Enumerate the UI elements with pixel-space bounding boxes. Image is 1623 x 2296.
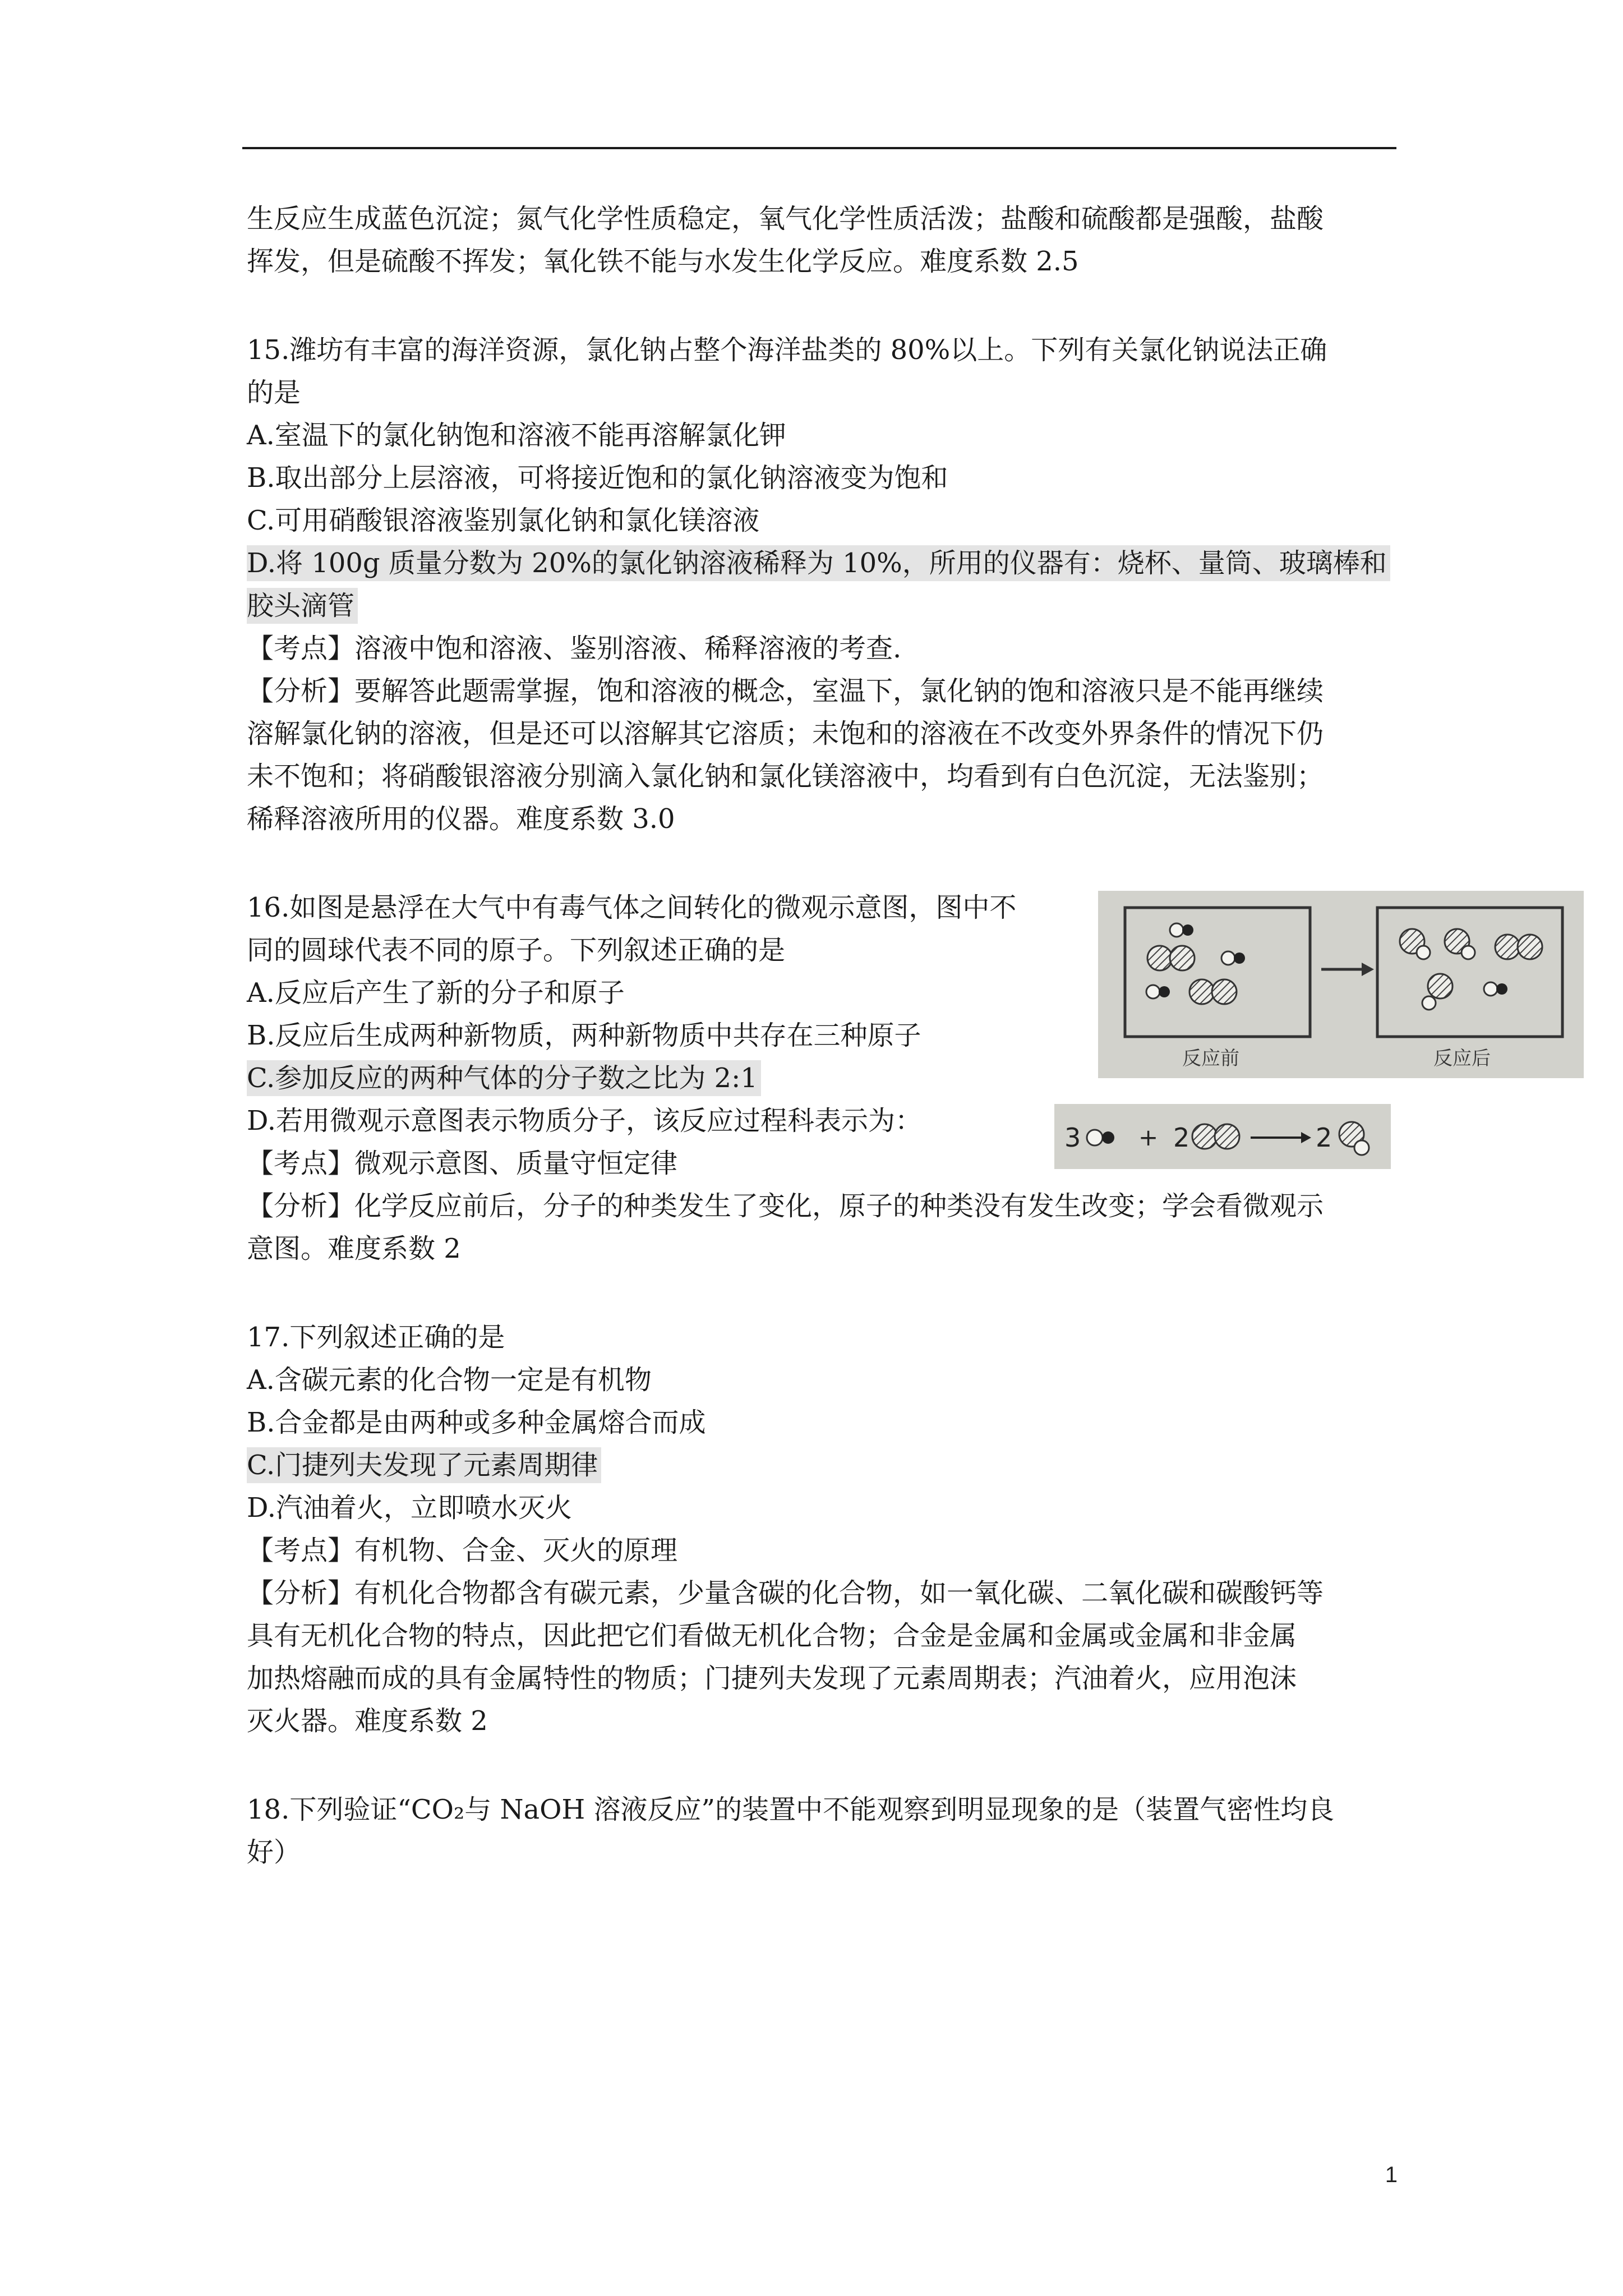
analysis-line: 【分析】要解答此题需掌握，饱和溶液的概念，室温下，氯化钠的饱和溶液只是不能再继续 [247,675,1324,707]
before-molecules [1146,923,1245,1004]
reaction-diagram-figure [1098,891,1584,1078]
question-17-stem: 17.下列叙述正确的是 [247,1322,505,1353]
question-16-stem: 16.如图是悬浮在大气中有毒气体之间转化的微观示意图，图中不 [247,892,1017,923]
analysis-line: 未不饱和；将硝酸银溶液分别滴入氯化钠和氯化镁溶液中，均看到有白色沉淀，无法鉴别； [247,761,1324,792]
after-box [1377,908,1562,1037]
kaodian-line: 【考点】有机物、合金、灭火的原理 [247,1535,678,1566]
option-c-highlighted: C.参加反应的两种气体的分子数之比为 2:1 [247,1060,761,1096]
option-a: A.室温下的氯化钠饱和溶液不能再溶解氯化钾 [247,420,786,451]
page-number: 1 [1385,2162,1398,2187]
text-line: 挥发，但是硫酸不挥发；氧化铁不能与水发生化学反应。难度系数 2.5 [247,246,1079,277]
analysis-line: 溶解氯化钠的溶液，但是还可以溶解其它溶质；未饱和的溶液在不改变外界条件的情况下仍 [247,718,1324,749]
kaodian-line: 【考点】微观示意图、质量守恒定律 [247,1148,678,1179]
analysis-line: 灭火器。难度系数 2 [247,1705,488,1737]
text-line: 生反应生成蓝色沉淀；氮气化学性质稳定，氧气化学性质活泼；盐酸和硫酸都是强酸，盐酸 [247,203,1324,234]
coefficient: 3 [1064,1122,1081,1153]
reaction-equation-svg [1054,1104,1391,1169]
option-a: A.反应后产生了新的分子和原子 [247,977,625,1009]
option-d: D.若用微观示意图表示物质分子，该反应过程科表示为： [247,1105,923,1137]
option-d: D.汽油着火，立即喷水灭火 [247,1492,573,1524]
question-18-stem: 好） [247,1837,301,1868]
option-b: B.合金都是由两种或多种金属熔合而成 [247,1407,706,1438]
question-15-stem: 15.潍坊有丰富的海洋资源，氯化钠占整个海洋盐类的 80%以上。下列有关氯化钠说法正确 [247,334,1327,366]
kaodian-line: 【考点】溶液中饱和溶液、鉴别溶液、稀释溶液的考查. [247,633,902,664]
option-a: A.含碳元素的化合物一定是有机物 [247,1364,652,1396]
coefficient: 2 [1173,1122,1190,1153]
question-16-stem: 同的圆球代表不同的原子。下列叙述正确的是 [247,935,786,966]
analysis-line: 【分析】有机化合物都含有碳元素，少量含碳的化合物，如一氧化碳、二氧化碳和碳酸钙等 [247,1577,1324,1609]
analysis-line: 意图。难度系数 2 [247,1233,461,1264]
reaction-equation-figure [1054,1104,1391,1169]
after-molecules [1400,929,1542,1010]
plus-sign: + [1138,1124,1159,1151]
reaction-diagram-svg [1098,891,1584,1078]
option-d-highlighted: D.将 100g 质量分数为 20%的氯化钠溶液稀释为 10%，所用的仪器有：烧杯、量筒、玻璃棒和 [247,545,1390,581]
coefficient: 2 [1316,1122,1332,1153]
option-b: B.取出部分上层溶液，可将接近饱和的氯化钠溶液变为饱和 [247,462,948,494]
analysis-line: 【分析】化学反应前后，分子的种类发生了变化，原子的种类没有发生改变；学会看微观示 [247,1190,1324,1222]
header-rule [242,147,1396,149]
analysis-line: 加热熔融而成的具有金属特性的物质；门捷列夫发现了元素周期表；汽油着火，应用泡沫 [247,1663,1297,1694]
question-15-stem: 的是 [247,377,301,408]
analysis-line: 稀释溶液所用的仪器。难度系数 3.0 [247,803,675,835]
before-box [1125,908,1310,1037]
question-18-stem: 18.下列验证“CO₂与 NaOH 溶液反应”的装置中不能观察到明显现象的是（装置气密性均良 [247,1794,1335,1825]
option-c: C.可用硝酸银溶液鉴别氯化钠和氯化镁溶液 [247,505,760,536]
label-before: 反应前 [1182,1047,1239,1070]
option-c-highlighted: C.门捷列夫发现了元素周期律 [247,1447,601,1483]
analysis-line: 具有无机化合物的特点，因此把它们看做无机化合物；合金是金属和金属或金属和非金属 [247,1620,1297,1651]
label-after: 反应后 [1433,1047,1491,1070]
option-b: B.反应后生成两种新物质，两种新物质中共存在三种原子 [247,1020,921,1051]
option-d-highlighted: 胶头滴管 [247,588,358,624]
